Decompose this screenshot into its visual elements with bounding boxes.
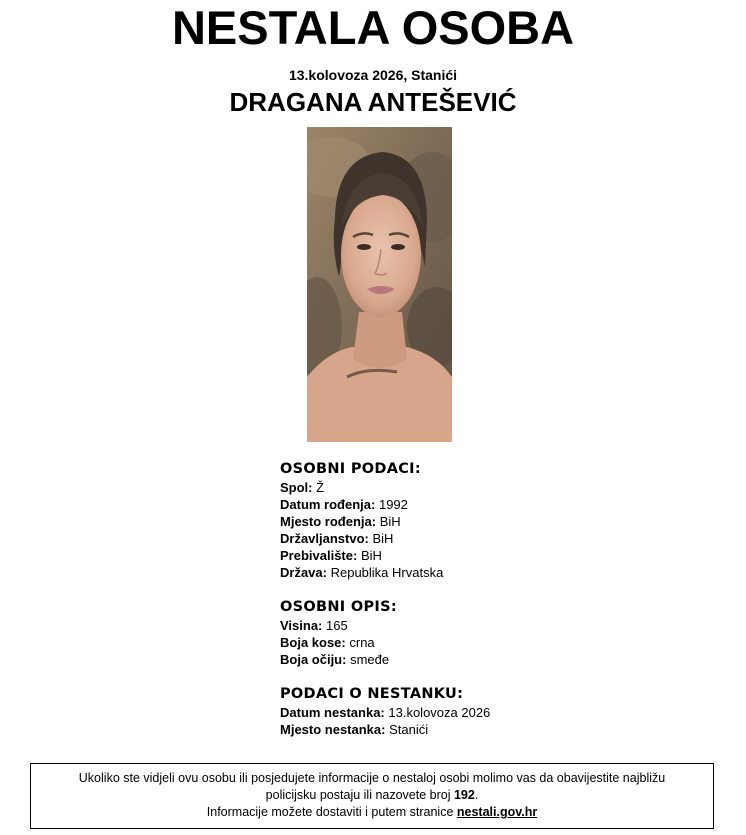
section-title-disappearance: PODACI O NESTANKU: [280,686,464,702]
row-label: Mjesto rođenja: [280,514,377,529]
portrait-photo [307,127,452,442]
notice-line-3 [31,804,713,821]
row-label: Datum nestanka: [280,705,385,720]
row-birth-date [280,496,700,513]
row-value: crna [349,635,375,650]
row-label: Državljanstvo: [280,531,369,546]
row-residence [280,547,700,564]
date-place: 13.kolovoza 2026, Stanići [288,67,458,83]
row-value: 13.kolovoza 2026 [388,705,491,720]
notice-line-2-text: policijsku postaju ili nazovete broj [265,788,454,802]
website-link[interactable]: nestali.gov.hr [456,805,538,819]
row-value: 165 [326,618,348,633]
row-value: 1992 [378,497,408,512]
row-label: Mjesto nestanka: [280,722,386,737]
row-value: BiH [360,548,382,563]
notice-line-2-end: . [474,788,479,802]
row-label: Spol: [280,480,313,495]
section-title-description: OSOBNI OPIS: [280,599,397,615]
row-label: Država: [280,565,327,580]
row-height [280,617,700,634]
row-label: Boja kose: [280,635,346,650]
row-label: Prebivalište: [280,548,358,563]
row-value: BiH [379,514,401,529]
row-country [280,564,700,581]
row-missing-place [280,721,700,738]
row-label: Visina: [280,618,323,633]
row-label: Boja očiju: [280,652,347,667]
row-eye-color [280,651,700,668]
notice-line-1: Ukoliko ste vidjeli ovu osobu ili posjedujete informacije o nestaloj osobi molimo vas da obavijestite najbližu [78,771,666,785]
row-label: Datum rođenja: [280,497,376,512]
row-birth-place [280,513,700,530]
row-citizenship [280,530,700,547]
row-gender [280,479,700,496]
police-phone-number: 192 [453,788,475,802]
person-name: DRAGANA ANTEŠEVIĆ [229,87,517,117]
row-value: BiH [372,531,394,546]
row-value: Ž [316,480,325,495]
contact-notice [30,763,714,829]
info-panel [280,460,700,738]
row-value: Stanići [389,722,429,737]
row-value: Republika Hrvatska [330,565,444,580]
section-title-personal: OSOBNI PODACI: [280,461,421,477]
row-value: smeđe [350,652,390,667]
portrait-illustration [307,127,452,442]
row-missing-date [280,704,700,721]
row-hair-color [280,634,700,651]
poster-headline: NESTALA OSOBA [171,1,575,54]
notice-line-2 [31,787,713,804]
notice-line-3-text: Informacije možete dostaviti i putem stranice [206,805,457,819]
